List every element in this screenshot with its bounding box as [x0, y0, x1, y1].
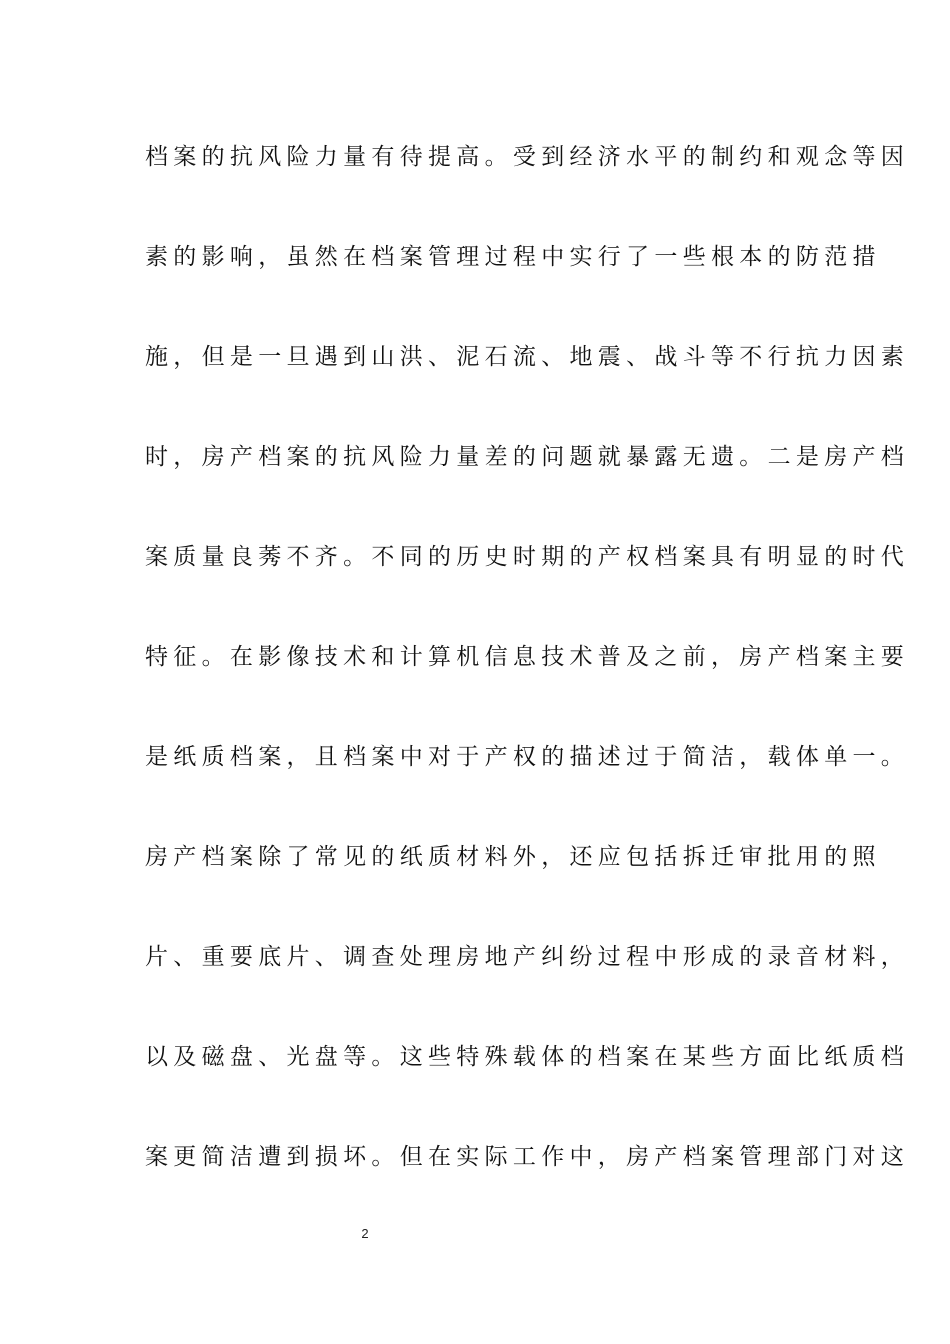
text-line: 施，但是一旦遇到山洪、泥石流、地震、战斗等不行抗力因素 [145, 344, 910, 370]
text-line: 房产档案除了常见的纸质材料外，还应包括拆迁审批用的照 [145, 844, 881, 870]
text-line: 档案的抗风险力量有待提高。受到经济水平的制约和观念等因 [145, 144, 910, 170]
page-number: 2 [361, 1226, 369, 1241]
text-line: 案更简洁遭到损坏。但在实际工作中，房产档案管理部门对这 [145, 1144, 910, 1170]
text-line: 以及磁盘、光盘等。这些特殊载体的档案在某些方面比纸质档 [145, 1044, 910, 1070]
text-line: 特征。在影像技术和计算机信息技术普及之前，房产档案主要 [145, 644, 910, 670]
body-text [145, 135, 910, 1235]
text-line: 案质量良莠不齐。不同的历史时期的产权档案具有明显的时代 [145, 544, 910, 570]
text-line: 素的影响，虽然在档案管理过程中实行了一些根本的防范措 [145, 244, 881, 270]
text-line: 时，房产档案的抗风险力量差的问题就暴露无遗。二是房产档 [145, 444, 910, 470]
text-line: 是纸质档案，且档案中对于产权的描述过于简洁，载体单一。 [145, 744, 910, 770]
text-line: 片、重要底片、调查处理房地产纠纷过程中形成的录音材料， [145, 944, 910, 970]
